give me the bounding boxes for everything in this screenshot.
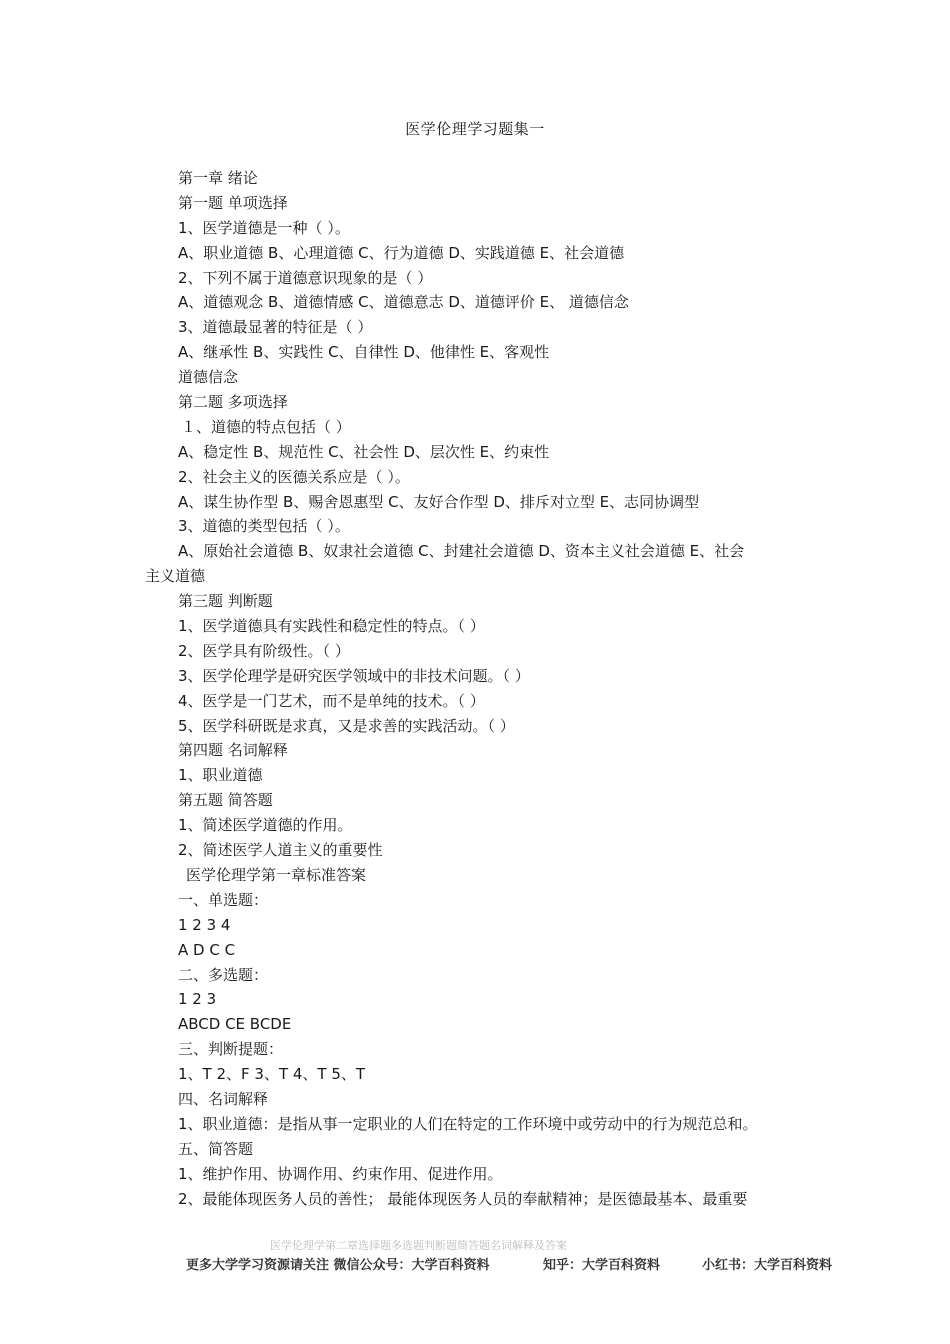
answer-options-continued: 主义道德	[145, 567, 206, 586]
answer-numbers: 1 2 3 4	[178, 915, 231, 934]
cut-off-text-line: 医学伦理学第二章选择题多选题判断题简答题名词解释及答案	[270, 1240, 567, 1250]
question-text: 4、医学是一门艺术，而不是单纯的技术。（ ）	[178, 691, 485, 710]
footer-notice: 更多大学学习资源请关注 微信公众号：大学百科资料	[186, 1258, 490, 1273]
answer-text: 1、维护作用、协调作用、约束作用、促进作用。	[178, 1164, 503, 1183]
document-body	[145, 166, 818, 1211]
text-line: 道德信念	[178, 368, 239, 387]
answer-options: A、道德观念 B、道德情感 C、道德意志 D、道德评价 E、 道德信念	[178, 293, 629, 312]
answer-text: 2、最能体现医务人员的善性； 最能体现医务人员的奉献精神；是医德最基本、最重要	[178, 1189, 748, 1208]
answer-values: ABCD CE BCDE	[178, 1015, 292, 1034]
answer-options: A、稳定性 B、规范性 C、社会性 D、层次性 E、约束性	[178, 442, 550, 461]
section-heading: 第一题 单项选择	[178, 193, 288, 212]
question-text: 2、简述医学人道主义的重要性	[178, 841, 383, 860]
answer-key-heading: 医学伦理学第一章标准答案	[186, 865, 367, 884]
question-text: 2、医学具有阶级性。（ ）	[178, 641, 350, 660]
answer-section-heading: 四、名词解释	[178, 1089, 269, 1108]
answer-values: A D C C	[178, 940, 236, 959]
question-text: １、道德的特点包括（ ）	[181, 417, 351, 436]
answer-options: A、原始社会道德 B、奴隶社会道德 C、封建社会道德 D、资本主义社会道德 E、社会	[178, 542, 745, 561]
answer-numbers: 1 2 3	[178, 990, 217, 1009]
document-title: 医学伦理学习题集一	[405, 120, 545, 138]
question-text: 1、简述医学道德的作用。	[178, 816, 353, 835]
section-heading: 第二题 多项选择	[178, 393, 288, 412]
footer-xiaohongshu: 小红书：大学百科资料	[702, 1258, 833, 1273]
question-text: 5、医学科研既是求真，又是求善的实践活动。（ ）	[178, 716, 515, 735]
answer-options: A、谋生协作型 B、赐舍恩惠型 C、友好合作型 D、排斥对立型 E、志同协调型	[178, 492, 700, 511]
section-heading: 第三题 判断题	[178, 592, 273, 611]
footer-zhihu: 知乎：大学百科资料	[543, 1258, 661, 1273]
question-text: 1、医学道德是一种（ ）。	[178, 218, 350, 237]
answer-section-heading: 一、单选题：	[178, 890, 269, 909]
answer-options: A、职业道德 B、心理道德 C、行为道德 D、实践道德 E、社会道德	[178, 243, 625, 262]
answer-values: 1、T 2、F 3、T 4、T 5、T	[178, 1065, 366, 1084]
answer-section-heading: 二、多选题：	[178, 965, 269, 984]
question-text: 3、道德最显著的特征是（ ）	[178, 318, 373, 337]
answer-options: A、继承性 B、实践性 C、自律性 D、他律性 E、客观性	[178, 343, 550, 362]
question-text: 1、职业道德	[178, 766, 263, 785]
answer-text: 1、职业道德：是指从事一定职业的人们在特定的工作环境中或劳动中的行为规范总和。	[178, 1114, 758, 1133]
answer-section-heading: 五、简答题	[178, 1139, 254, 1158]
question-text: 2、社会主义的医德关系应是（ ）。	[178, 467, 410, 486]
question-text: 2、下列不属于道德意识现象的是（ ）	[178, 268, 433, 287]
question-text: 3、医学伦理学是研究医学领域中的非技术问题。（ ）	[178, 666, 530, 685]
question-text: 3、道德的类型包括（ ）。	[178, 517, 350, 536]
chapter-heading: 第一章 绪论	[178, 169, 258, 187]
answer-section-heading: 三、判断提题：	[178, 1040, 284, 1059]
section-heading: 第四题 名词解释	[178, 741, 288, 760]
question-text: 1、医学道德具有实践性和稳定性的特点。（ ）	[178, 617, 485, 636]
page-footer	[0, 1254, 950, 1274]
section-heading: 第五题 简答题	[178, 791, 273, 810]
